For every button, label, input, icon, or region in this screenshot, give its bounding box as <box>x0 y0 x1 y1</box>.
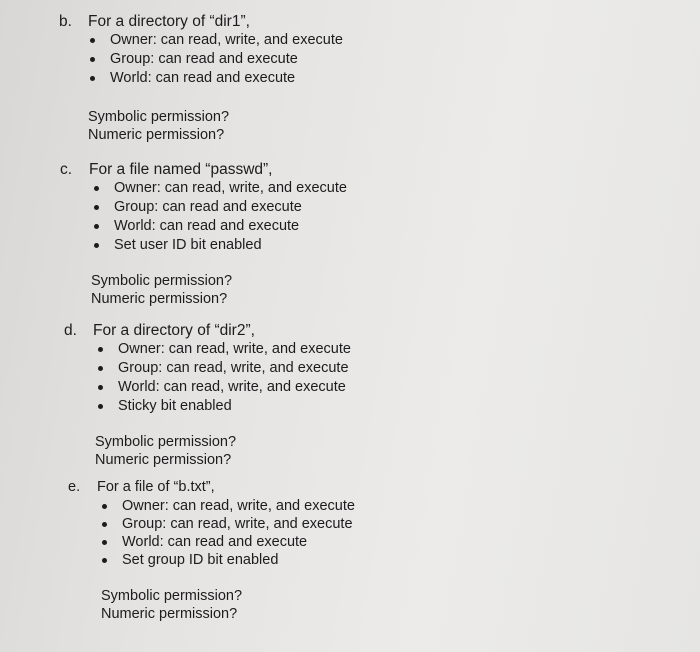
symbolic-question: Symbolic permission? <box>95 434 237 450</box>
symbolic-question: Symbolic permission? <box>101 588 243 604</box>
bullet-icon <box>90 57 95 62</box>
bullet-icon <box>98 404 103 409</box>
list-item: Set group ID bit enabled <box>122 551 355 569</box>
bullet-icon <box>102 540 107 545</box>
list-item: World: can read and execute <box>122 533 355 551</box>
list-item: Set user ID bit enabled <box>114 236 347 255</box>
numeric-question: Numeric permission? <box>91 291 228 307</box>
section-heading <box>59 12 343 31</box>
bullet-icon <box>94 243 99 248</box>
permission-list <box>114 179 347 255</box>
section-c <box>60 160 347 308</box>
bullet-icon <box>102 522 107 527</box>
bullet-icon <box>90 38 95 43</box>
questions <box>88 108 343 144</box>
section-letter: b. <box>59 13 72 30</box>
list-item: Owner: can read, write, and execute <box>118 340 351 359</box>
list-item: Group: can read and execute <box>110 50 343 69</box>
section-title: For a directory of “dir2”, <box>93 322 255 339</box>
list-item: Group: can read, write, and execute <box>118 359 351 378</box>
bullet-icon <box>98 366 103 371</box>
list-item: World: can read, write, and execute <box>118 378 351 397</box>
symbolic-question: Symbolic permission? <box>88 109 230 125</box>
permission-list <box>118 340 351 416</box>
section-d <box>64 321 351 469</box>
section-title: For a file named “passwd”, <box>89 161 273 178</box>
list-item: Group: can read, write, and execute <box>122 515 355 533</box>
questions <box>91 272 347 308</box>
numeric-question: Numeric permission? <box>95 452 232 468</box>
list-item: Owner: can read, write, and execute <box>110 31 343 50</box>
list-item: World: can read and execute <box>114 217 347 236</box>
section-letter: d. <box>64 322 77 339</box>
bullet-icon <box>94 186 99 191</box>
section-heading <box>68 478 355 497</box>
numeric-question: Numeric permission? <box>101 606 238 622</box>
bullet-icon <box>90 76 95 81</box>
section-title: For a file of “b.txt”, <box>97 479 215 495</box>
questions <box>101 587 355 623</box>
permission-list <box>110 31 343 88</box>
bullet-icon <box>94 205 99 210</box>
list-item: Owner: can read, write, and execute <box>114 179 347 198</box>
section-b <box>59 12 343 144</box>
list-item: Owner: can read, write, and execute <box>122 497 355 515</box>
questions <box>95 433 351 469</box>
section-heading <box>64 321 351 340</box>
bullet-icon <box>98 347 103 352</box>
bullet-icon <box>98 385 103 390</box>
section-letter: c. <box>60 161 73 178</box>
numeric-question: Numeric permission? <box>88 127 225 143</box>
list-item: Group: can read and execute <box>114 198 347 217</box>
symbolic-question: Symbolic permission? <box>91 273 233 289</box>
list-item: World: can read and execute <box>110 69 343 88</box>
section-heading <box>60 160 347 179</box>
list-item: Sticky bit enabled <box>118 397 351 416</box>
bullet-icon <box>102 558 107 563</box>
section-title: For a directory of “dir1”, <box>88 13 250 30</box>
permission-list <box>122 497 355 569</box>
bullet-icon <box>94 224 99 229</box>
section-letter: e. <box>68 479 81 495</box>
section-e <box>68 478 355 623</box>
bullet-icon <box>102 504 107 509</box>
